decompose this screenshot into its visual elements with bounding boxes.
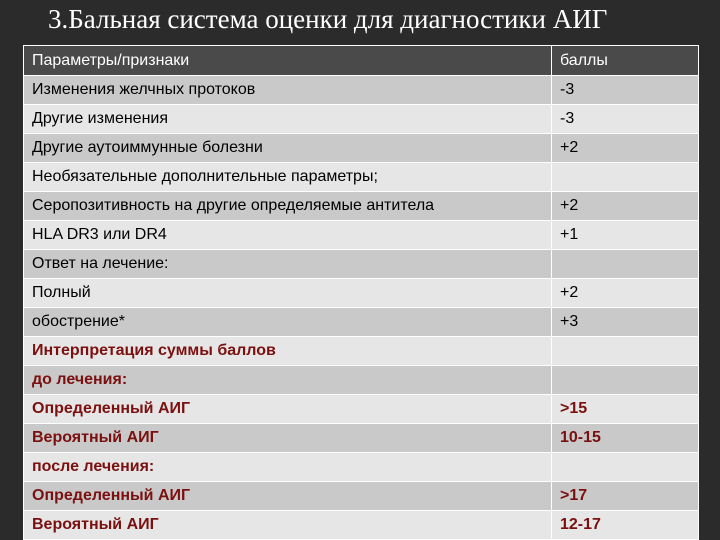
slide-title: 3.Бальная система оценки для диагностики АИГ bbox=[48, 4, 608, 34]
row-param: Ответ на лечение: bbox=[24, 250, 552, 279]
row-param: Определенный АИГ bbox=[24, 482, 552, 511]
row-score: >15 bbox=[552, 395, 699, 424]
row-param: обострение* bbox=[24, 308, 552, 337]
table-row bbox=[24, 192, 699, 221]
row-param: Изменения желчных протоков bbox=[24, 76, 552, 105]
row-score: +2 bbox=[552, 192, 699, 221]
table-body bbox=[24, 76, 699, 540]
row-score bbox=[552, 337, 699, 366]
table-row bbox=[24, 76, 699, 105]
table-row bbox=[24, 105, 699, 134]
table-row bbox=[24, 279, 699, 308]
row-param: Вероятный АИГ bbox=[24, 511, 552, 540]
row-param: после лечения: bbox=[24, 453, 552, 482]
table-row bbox=[24, 511, 699, 540]
header-param: Параметры/признаки bbox=[24, 46, 552, 76]
row-param: Определенный АИГ bbox=[24, 395, 552, 424]
row-param: Другие аутоиммунные болезни bbox=[24, 134, 552, 163]
row-score: -3 bbox=[552, 105, 699, 134]
row-param: Необязательные дополнительные параметры; bbox=[24, 163, 552, 192]
table-row bbox=[24, 395, 699, 424]
table-row bbox=[24, 134, 699, 163]
table-row bbox=[24, 221, 699, 250]
table-row bbox=[24, 308, 699, 337]
row-score: +2 bbox=[552, 279, 699, 308]
row-score: 12-17 bbox=[552, 511, 699, 540]
row-param: Полный bbox=[24, 279, 552, 308]
table-row bbox=[24, 163, 699, 192]
table-row bbox=[24, 337, 699, 366]
table-row bbox=[24, 366, 699, 395]
header-score: баллы bbox=[552, 46, 699, 76]
scoring-table bbox=[23, 45, 699, 540]
row-score: +2 bbox=[552, 134, 699, 163]
row-score bbox=[552, 163, 699, 192]
row-param: HLA DR3 или DR4 bbox=[24, 221, 552, 250]
row-score: -3 bbox=[552, 76, 699, 105]
row-param: до лечения: bbox=[24, 366, 552, 395]
row-score bbox=[552, 366, 699, 395]
table-row bbox=[24, 250, 699, 279]
row-score bbox=[552, 250, 699, 279]
row-param: Серопозитивность на другие определяемые антитела bbox=[24, 192, 552, 221]
row-score: +1 bbox=[552, 221, 699, 250]
row-param: Вероятный АИГ bbox=[24, 424, 552, 453]
row-score bbox=[552, 453, 699, 482]
table-row bbox=[24, 424, 699, 453]
table-header-row bbox=[24, 46, 699, 76]
row-param: Другие изменения bbox=[24, 105, 552, 134]
table-row bbox=[24, 453, 699, 482]
row-score: +3 bbox=[552, 308, 699, 337]
table-row bbox=[24, 482, 699, 511]
row-param: Интерпретация суммы баллов bbox=[24, 337, 552, 366]
row-score: 10-15 bbox=[552, 424, 699, 453]
row-score: >17 bbox=[552, 482, 699, 511]
